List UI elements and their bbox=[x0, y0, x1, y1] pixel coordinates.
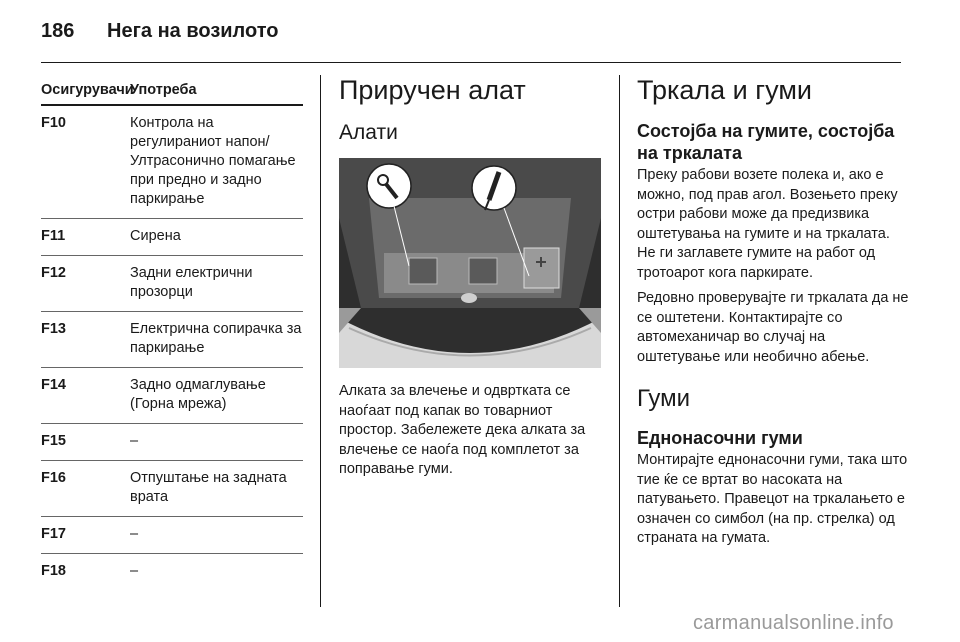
fuse-usage: Отпуштање на задната врата bbox=[130, 470, 287, 505]
fuse-id: F13 bbox=[41, 321, 66, 337]
fuse-usage: Задни електрични прозорци bbox=[130, 265, 253, 300]
fuse-id: F12 bbox=[41, 265, 66, 281]
fuse-usage: – bbox=[130, 563, 139, 579]
condition-paragraph: Преку рабови возете полека и, ако е можно, под прав агол. Возењето преку остри рабови може да предизвика оштетувања на гумите и на тркалата. Не ги заглавете гумите на работ од тротоарот кога паркирате. bbox=[637, 167, 898, 281]
fuse-column-header: Осигурувачи bbox=[41, 82, 134, 98]
directional-heading: Еднонасочни гуми bbox=[637, 428, 803, 448]
inspection-paragraph: Редовно проверувајте ги тркалата да не се оштетени. Контактирајте со автомеханичар во случај на оштетување или необично абење. bbox=[637, 290, 909, 365]
tools-section bbox=[339, 74, 603, 480]
fuse-usage: Задно одмаглување (Горна мрежа) bbox=[130, 377, 266, 412]
watermark: carmanualsonline.info bbox=[693, 612, 894, 634]
table-row bbox=[41, 219, 303, 256]
table-row bbox=[41, 256, 303, 312]
page-header bbox=[41, 20, 278, 50]
tools-title: Приручен алат bbox=[339, 75, 526, 105]
fuse-id: F16 bbox=[41, 470, 66, 486]
table-row bbox=[41, 461, 303, 517]
page-number: 186 bbox=[41, 20, 75, 42]
condition-heading: Состојба на гумите, состојба на тркалата bbox=[637, 121, 895, 163]
trunk-tools-photo bbox=[339, 158, 601, 368]
fuse-id: F14 bbox=[41, 377, 66, 393]
directional-paragraph: Монтирајте еднонасочни гуми, така што тие ќе се вртат во насоката на патувањето. Правецот на тркалањето е означен со симбол (на пр. стрелка) од страната на гумата. bbox=[637, 452, 908, 546]
wheels-title: Тркала и гуми bbox=[637, 75, 812, 105]
fuse-id: F11 bbox=[41, 228, 66, 244]
fuse-table-header bbox=[41, 82, 303, 106]
table-row bbox=[41, 517, 303, 554]
column-divider bbox=[320, 75, 321, 607]
header-rule bbox=[41, 62, 901, 63]
fuse-id: F18 bbox=[41, 563, 66, 579]
table-row bbox=[41, 368, 303, 424]
fuse-id: F10 bbox=[41, 115, 66, 131]
fuse-id: F17 bbox=[41, 526, 66, 542]
table-row bbox=[41, 424, 303, 461]
fuse-usage: Сирена bbox=[130, 228, 181, 244]
table-row bbox=[41, 106, 303, 219]
fuse-usage: Контрола на регулираниот напон/ Ултрасонично помагање при предно и задно паркирање bbox=[130, 115, 296, 207]
tyres-title: Гуми bbox=[637, 385, 691, 412]
usage-column-header: Употреба bbox=[130, 82, 197, 98]
section-title: Нега на возилото bbox=[107, 20, 279, 42]
fuse-id: F15 bbox=[41, 433, 66, 449]
wheels-section bbox=[637, 74, 909, 555]
fuse-usage: Електрична сопирачка за паркирање bbox=[130, 321, 302, 356]
table-row bbox=[41, 312, 303, 368]
fuse-usage: – bbox=[130, 433, 139, 449]
tools-caption: Алката за влечење и одвртката се наоѓаат под капак во товарниот простор. Забележете дека алката за влечење се наоѓа под комплетот за поправање гуми. bbox=[339, 383, 586, 477]
trunk-illustration bbox=[339, 158, 601, 368]
column-divider bbox=[619, 75, 620, 607]
tools-subtitle: Алати bbox=[339, 121, 398, 144]
table-row bbox=[41, 554, 303, 590]
fuse-table bbox=[41, 82, 303, 590]
fuse-usage: – bbox=[130, 526, 139, 542]
